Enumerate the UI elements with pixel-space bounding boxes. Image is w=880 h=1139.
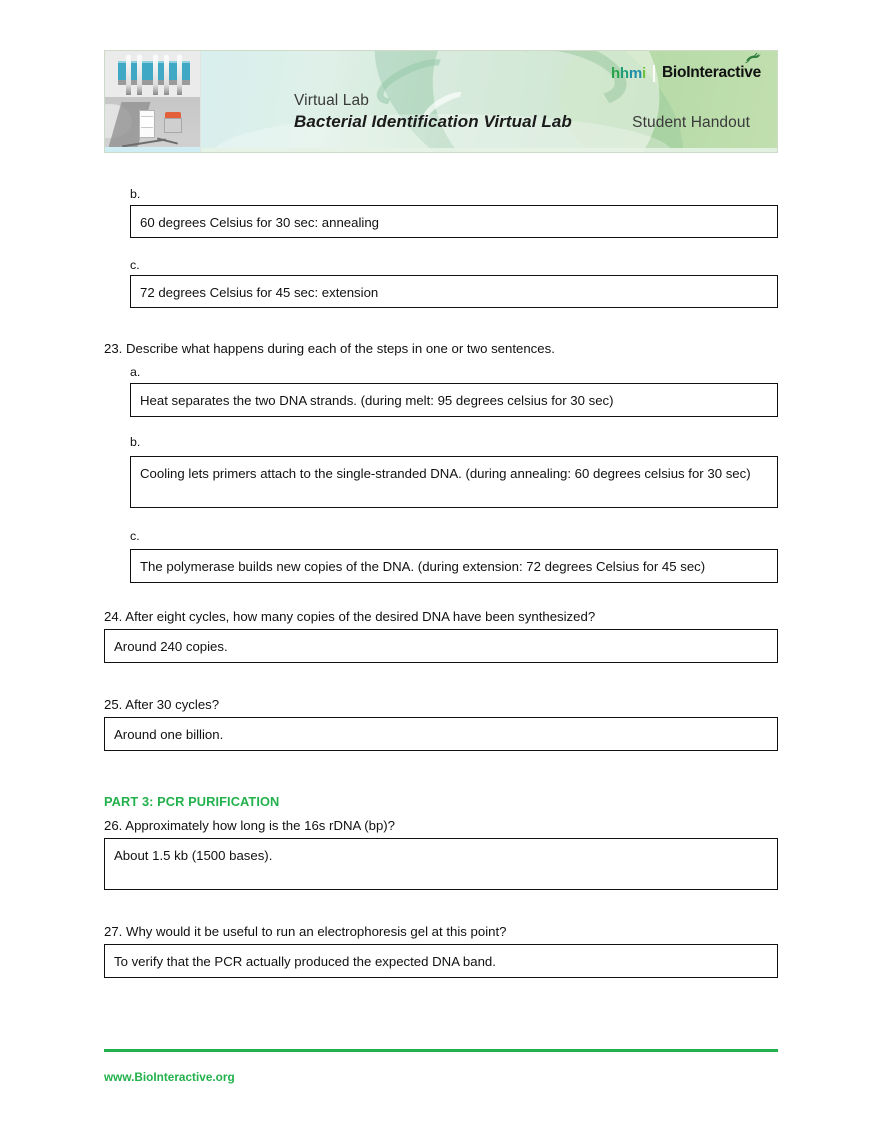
footer-website-link[interactable]: www.BioInteractive.org	[104, 1070, 235, 1084]
answer-box-23c[interactable]: The polymerase builds new copies of the DNA. (during extension: 72 degrees Celsius for 45 sec)	[130, 549, 778, 583]
biointeractive-wordmark: BioInteractive	[661, 64, 761, 81]
question-23-prompt: 23. Describe what happens during each of the steps in one or two sentences.	[104, 341, 555, 356]
logo-divider	[653, 65, 655, 82]
pipette-icon	[126, 55, 131, 95]
answer-box-23a[interactable]: Heat separates the two DNA strands. (during melt: 95 degrees celsius for 30 sec)	[130, 383, 778, 417]
sublabel-23a: a.	[130, 365, 141, 379]
answer-box-26[interactable]: About 1.5 kb (1500 bases).	[104, 838, 778, 890]
document-header-banner	[104, 50, 778, 153]
part-3-heading: PART 3: PCR PURIFICATION	[104, 794, 280, 809]
answer-box-22b[interactable]: 60 degrees Celsius for 30 sec: annealing	[130, 205, 778, 238]
question-25-prompt: 25. After 30 cycles?	[104, 697, 220, 712]
header-subtitle: Student Handout	[632, 114, 750, 131]
hhmi-biointeractive-logo	[611, 64, 761, 82]
question-27-prompt: 27. Why would it be useful to run an electrophoresis gel at this point?	[104, 924, 507, 939]
gecko-icon	[743, 51, 763, 65]
sublabel-23b: b.	[130, 435, 141, 449]
answer-box-24[interactable]: Around 240 copies.	[104, 629, 778, 663]
answer-box-25[interactable]: Around one billion.	[104, 717, 778, 751]
header-graphic-area	[201, 51, 777, 152]
pipette-icon	[177, 55, 182, 95]
pipette-icon	[137, 55, 142, 95]
sublabel-22c: c.	[130, 258, 140, 272]
lab-bench-thumbnail	[105, 51, 201, 152]
tube-rack-icon	[164, 118, 182, 133]
answer-box-27[interactable]: To verify that the PCR actually produced the expected DNA band.	[104, 944, 778, 978]
thumb-bottom-strip	[105, 147, 200, 152]
header-kicker: Virtual Lab	[294, 92, 369, 109]
header-title-block	[294, 91, 572, 133]
hhmi-wordmark: hhmi	[610, 64, 646, 82]
sublabel-22b: b.	[130, 187, 141, 201]
question-26-prompt: 26. Approximately how long is the 16s rDNA (bp)?	[104, 818, 396, 833]
question-24-prompt: 24. After eight cycles, how many copies of the desired DNA have been synthesized?	[104, 609, 596, 624]
page-title: Bacterial Identification Virtual Lab	[294, 112, 572, 132]
answer-box-23b[interactable]: Cooling lets primers attach to the single-stranded DNA. (during annealing: 60 degrees celsius for 30 sec)	[130, 456, 778, 508]
answer-box-22c[interactable]: 72 degrees Celsius for 45 sec: extension	[130, 275, 778, 308]
pipette-icon	[153, 55, 158, 95]
pipette-icon	[164, 55, 169, 95]
header-bottom-strip	[201, 148, 777, 152]
footer-divider	[104, 1049, 778, 1052]
sublabel-23c: c.	[130, 529, 140, 543]
bottle-label	[141, 116, 153, 128]
